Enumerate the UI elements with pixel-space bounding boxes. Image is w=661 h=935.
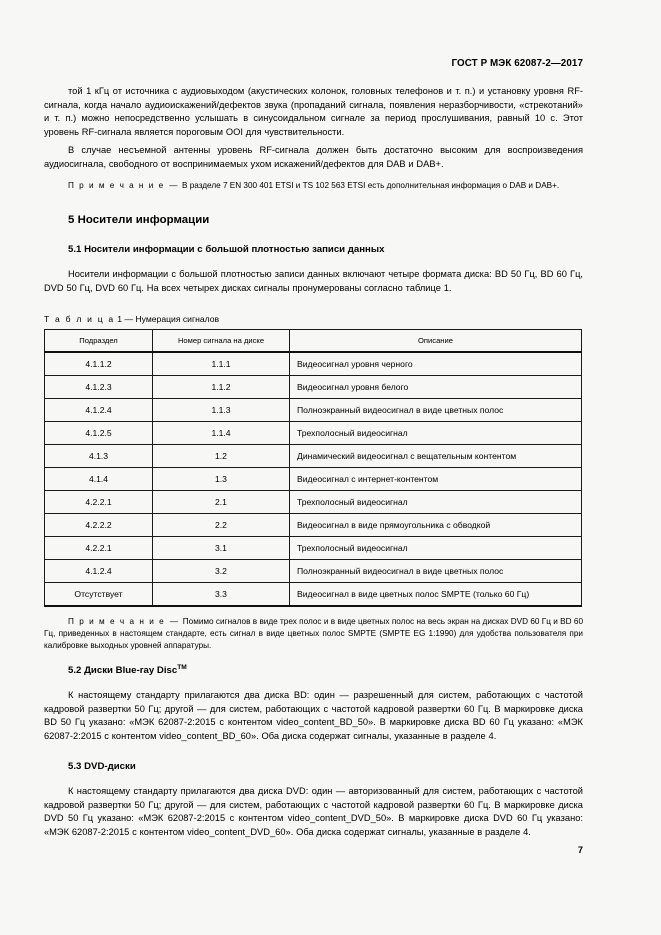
table-row [45,467,582,490]
running-header: ГОСТ Р МЭК 62087-2—2017 [451,58,583,69]
paragraph-high-density-media: Носители информации с большой плотностью записи данных включают четыре формата диска: BD 50 Гц, BD 60 Гц, DVD 50 Гц, DVD 60 Гц. На всех четырех дисках сигналы пронумерованы согласно таблице 1. [44,269,583,294]
paragraph-fixed-antenna: В случае несъемной антенны уровень RF-сигнала должен быть достаточно высоким для воспроизведения аудиосигнала, свободного от воспринимаемых ухом искажений/дефектов для DAB и DAB+. [44,145,583,169]
signal-numbering-table [44,329,582,607]
table-row [45,559,582,582]
cell-description: Видеосигнал в виде цветных полос SMPTE (только 60 Гц) [290,582,582,606]
cell-signal-number: 1.1.2 [153,375,290,398]
heading-section-5: 5 Носители информации [68,214,210,227]
table-row [45,582,582,606]
cell-subsection: 4.1.2.3 [45,375,153,398]
cell-description: Полноэкранный видеосигнал в виде цветных полос [290,398,582,421]
table-header-row [45,329,582,352]
cell-description: Видеосигнал уровня черного [290,352,582,376]
heading-section-5-1: 5.1 Носители информации с большой плотностью записи данных [68,244,385,256]
note-dash: — [169,181,178,191]
cell-subsection: 4.1.2.5 [45,421,153,444]
column-header-signal-number: Номер сигнала на диске [153,329,290,352]
table-caption-word: Т а б л и ц а [44,313,115,324]
note-smpte-color-bars [44,616,583,653]
table-caption-rest: 1 — Нумерация сигналов [117,313,220,324]
column-header-description: Описание [290,329,582,352]
cell-signal-number: 1.3 [153,467,290,490]
cell-description: Динамический видеосигнал с вещательным контентом [290,444,582,467]
note-label: П р и м е ч а н и е [68,616,166,626]
cell-subsection: 4.2.2.1 [45,490,153,513]
table-1-caption [44,314,583,324]
paragraph-dvd-discs: К настоящему стандарту прилагаются два диска DVD: один — авторизованный для систем, работающих с частотой кадровой развертки 50 Гц; другой — для систем, работающих с частотой кадровой развертки 60 Гц. В маркировке диска DVD 50 Гц указано: «МЭК 62087-2:2015 с контентом video_content_DVD_50». В маркировке диска DVD 60 Гц указано: «МЭК 62087-2:2015 с контентом video_content_DVD_60». Оба диска содержат сигналы, указанные в разделе 4. [44,786,583,838]
cell-description: Полноэкранный видеосигнал в виде цветных полос [290,559,582,582]
cell-description: Видеосигнал в виде прямоугольника с обводкой [290,513,582,536]
cell-signal-number: 2.2 [153,513,290,536]
heading-section-5-2 [44,665,583,676]
table-row [45,398,582,421]
cell-signal-number: 1.2 [153,444,290,467]
page-number: 7 [577,845,583,855]
paragraph-bd-discs: К настоящему стандарту прилагаются два диска BD: один — разрешенный для систем, работающих с частотой кадровой развертки 50 Гц; другой — для систем, работающих с частотой кадровой развертки 60 Гц. В маркировке диска BD 50 Гц указано: «МЭК 62087-2:2015 с контентом video_content_BD_50». В маркировке диска BD 60 Гц указано: «МЭК 62087-2:2015 с контентом video_content_BD_60». Оба диска содержат сигналы, указанные в разделе 4. [44,690,583,741]
table-head [45,329,582,352]
cell-subsection: 4.1.2.4 [45,398,153,421]
table-body [45,352,582,606]
note-dab-reference [44,180,583,192]
page-content [44,0,583,840]
cell-subsection: 4.1.1.2 [45,352,153,376]
cell-description: Видеосигнал уровня белого [290,375,582,398]
table-row [45,490,582,513]
note-label: П р и м е ч а н и е [68,181,165,191]
cell-subsection: Отсутствует [45,582,153,606]
table-row [45,444,582,467]
table-row [45,375,582,398]
cell-subsection: 4.1.3 [45,444,153,467]
cell-description: Трехполосный видеосигнал [290,490,582,513]
cell-signal-number: 1.1.1 [153,352,290,376]
cell-subsection: 4.2.2.2 [45,513,153,536]
cell-description: Видеосигнал с интернет-контентом [290,467,582,490]
table-row [45,536,582,559]
table-row [45,352,582,376]
cell-signal-number: 3.1 [153,536,290,559]
note-text: В разделе 7 EN 300 401 ETSI и TS 102 563 ETSI есть дополнительная информация о DAB и DAB+. [181,181,560,191]
cell-signal-number: 1.1.3 [153,398,290,421]
cell-description: Трехполосный видеосигнал [290,536,582,559]
cell-subsection: 4.1.4 [45,467,153,490]
note-dash: — [169,616,179,626]
paragraph-sensitivity-threshold: той 1 кГц от источника с аудиовыходом (акустических колонок, головных телефонов и т. п.) и установку уровня RF-сигнала, когда начало аудиоискажений/дефектов звука (пропаданий сигнала, появления неразборчивости, «стрекотаний» и т. п.) можно непосредственно услышать в синусоидальном сигнале за период прослушивания, равный 10 с. Этот уровень RF-сигнала является пороговым OOI для чувствительности. [44,86,583,137]
cell-subsection: 4.2.2.1 [45,536,153,559]
trademark-superscript: TM [177,664,187,671]
cell-signal-number: 3.2 [153,559,290,582]
cell-signal-number: 3.3 [153,582,290,606]
table-row [45,421,582,444]
cell-signal-number: 2.1 [153,490,290,513]
heading-section-5-3: 5.3 DVD-диски [68,761,136,773]
note-text: Помимо сигналов в виде трех полос и в виде цветных полос на весь экран на дисках DVD 60 Гц и BD 60 Гц, приведенных в настоящем стандарте, есть сигнал в виде цветных полос SMPTE (SMPTE EG 1:1990) для удобства пользователя при калибровке выходных уровней аппаратуры. [44,616,583,650]
cell-subsection: 4.1.2.4 [45,559,153,582]
column-header-subsection: Подраздел [45,329,153,352]
cell-description: Трехполосный видеосигнал [290,421,582,444]
heading-5-2-text: 5.2 Диски Blue-ray Disc [68,665,178,677]
cell-signal-number: 1.1.4 [153,421,290,444]
table-row [45,513,582,536]
